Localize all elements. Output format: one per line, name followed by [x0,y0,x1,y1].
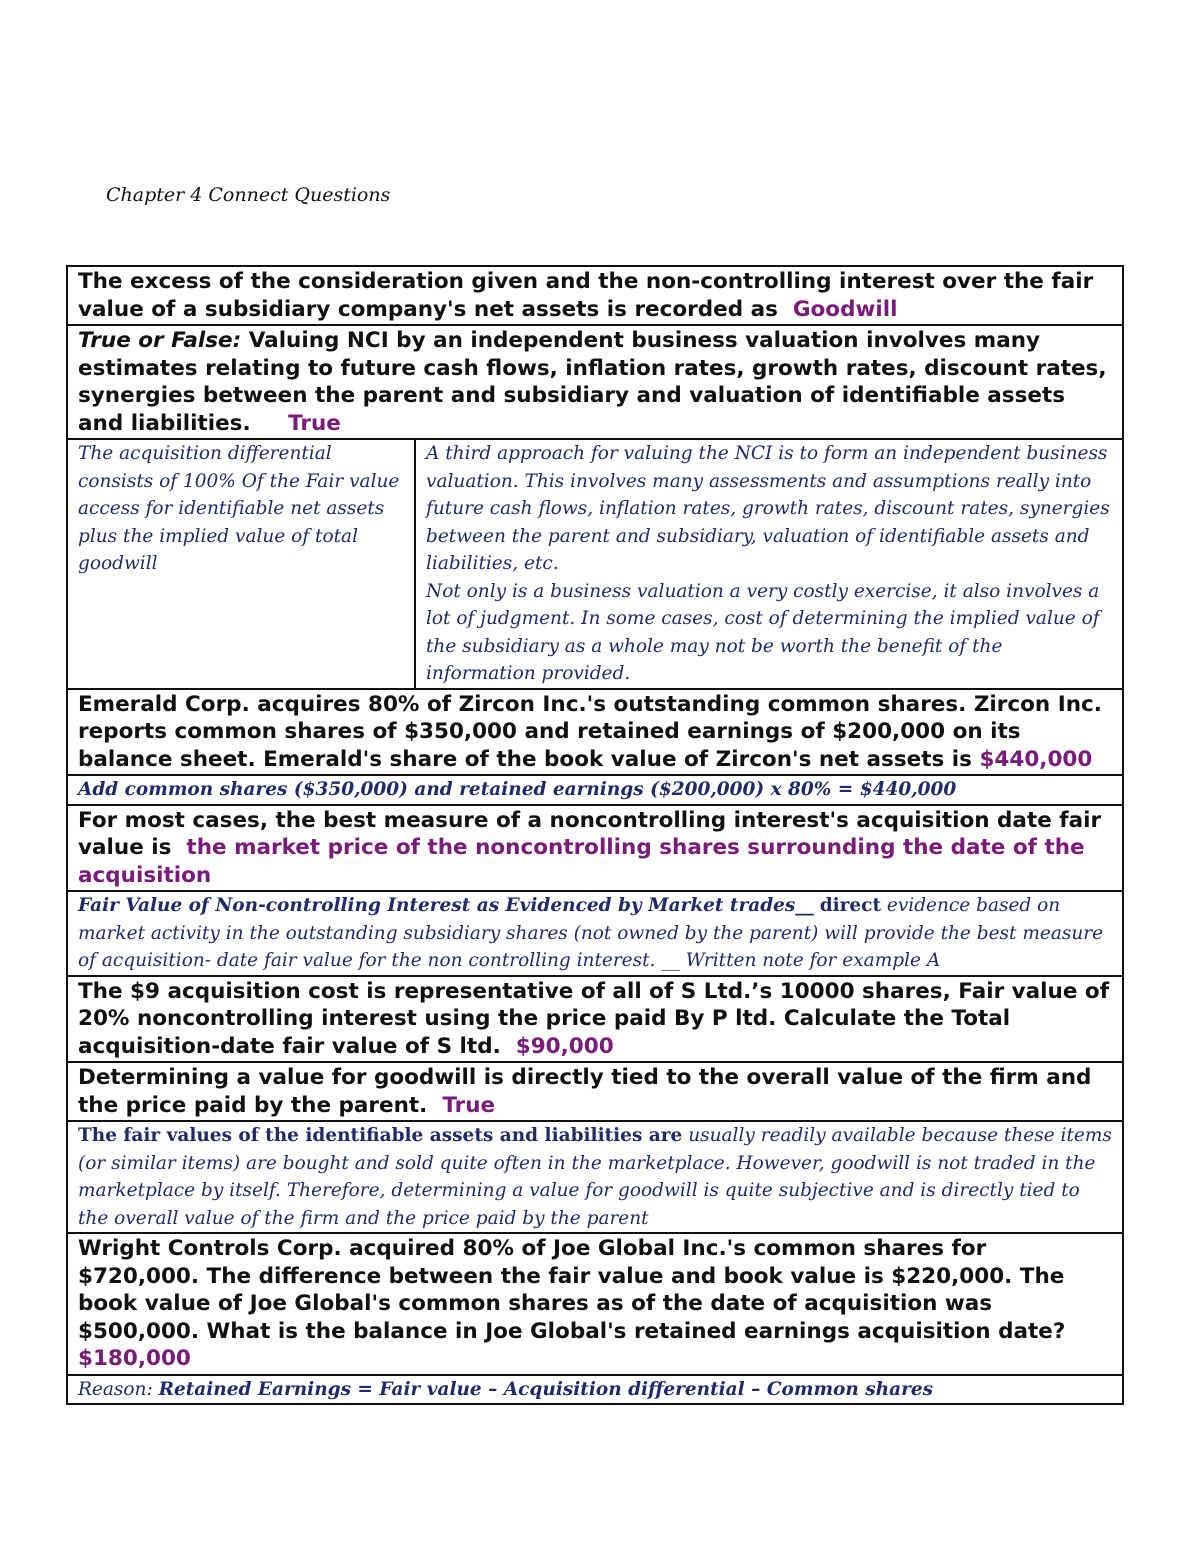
question-row-6 [68,1061,1122,1120]
question-2 [68,326,1122,438]
note-6 [68,1122,1122,1232]
question-1 [68,267,1122,324]
note-6-text: usually readily available because these items (or similar items) are bought and sold quite often in the marketplace. However, goodwill is not traded in the marketplace by itself. Therefore, determining a value for goodwill is quite subjective and is directly tied to the overall value of the firm and the price paid by the parent [78,1125,1112,1229]
note-row-6 [68,1120,1122,1232]
note-7-label: Reason: [78,1378,153,1400]
note-acquisition-differential: The acquisition differential consists of 100% Of the Fair value access for identifiable net assets plus the implied value of total goodwill [68,440,416,688]
question-table [66,265,1124,1405]
note-third-approach [416,440,1122,688]
note-row-4 [68,890,1122,975]
question-3 [68,690,1122,775]
question-4-text: For most cases, the best measure of a noncontrolling interest's acquisition date fair value is [78,807,1102,860]
question-7 [68,1234,1122,1374]
question-2-answer: True [288,410,341,436]
question-row-2 [68,324,1122,438]
question-4 [68,806,1122,891]
note-row-7 [68,1374,1122,1404]
note-row-3 [68,774,1122,804]
question-row-1 [68,267,1122,324]
question-row-5 [68,975,1122,1062]
note-3 [68,776,1122,804]
question-6-answer: True [442,1092,496,1118]
note-4-bold: direct [819,895,881,916]
question-3-text: Emerald Corp. acquires 80% of Zircon Inc.'s outstanding common shares. Zircon Inc. reports common shares of $350,000 and retained earnings of $200,000 on its balance sheet. Emerald's share of the book value of Zircon's net assets is [78,691,1102,772]
question-7-text: Wright Controls Corp. acquired 80% of Joe Global Inc.'s common shares for $720,000. The difference between the fair value and book value is $220,000. The book value of Joe Global's common shares as of the date of acquisition was $500,000. What is the balance in Joe Global's retained earnings acquisition date? [78,1236,1066,1344]
question-1-text: The excess of the consideration given and the non-controlling interest over the fair value of a subsidiary company's net assets is recorded as [78,269,1094,322]
question-5 [68,977,1122,1062]
question-2-text: Valuing NCI by an independent business valuation involves many estimates relating to future cash flows, inflation rates, growth rates, discount rates, synergies between the parent and subsidiary and valuation of identifiable assets and liabilities. [78,328,1107,436]
question-row-3 [68,688,1122,775]
question-5-answer: $90,000 [515,1033,614,1059]
question-6-text: Determining a value for goodwill is directly tied to the overall value of the firm and the price paid by the parent. [78,1065,1092,1118]
question-4-answer: the market price of the noncontrolling shares surrounding the date of the acquisition [78,835,1085,888]
note-3-text: Add common shares ($350,000) and retained earnings ($200,000) x 80% = $440,000 [78,779,957,800]
question-1-answer: Goodwill [792,296,898,322]
note-6-bold: The fair values of the identifiable assets and liabilities are [78,1125,683,1146]
question-7-answer: $180,000 [78,1346,191,1371]
note-4-bold-italic: Fair Value of Non-controlling Interest as Evidenced by Market trades__ [78,895,814,916]
question-3-answer: $440,000 [979,746,1093,772]
note-4 [68,892,1122,975]
notes-split-row [68,438,1122,688]
page-title: Chapter 4 Connect Questions [106,184,391,206]
note-third-approach-p1: A third approach for valuing the NCI is to form an independent business valuation. This involves many assessments and assumptions really into future cash flows, inflation rates, growth rates, discount rates, synergies between the parent and subsidiary, valuation of identifiable assets and liabilities, etc. [426,443,1110,574]
note-7 [68,1376,1122,1404]
question-row-4 [68,804,1122,891]
question-5-text: The $9 acquisition cost is representative of all of S Ltd.’s 10000 shares, Fair value of 20% noncontrolling interest using the price paid By P ltd. Calculate the Total acquisition-date fair value of S ltd. [78,978,1110,1059]
question-2-lead: True or False: [78,328,242,353]
note-7-text: Retained Earnings = Fair value – Acquisition differential – Common shares [158,1378,934,1400]
question-6 [68,1063,1122,1120]
note-4-text: evidence based on market activity in the outstanding subsidiary shares (not owned by the parent) will provide the best measure of acquisition- date fair value for the non controlling interest. __ Written note for example A [78,895,1104,971]
question-row-7 [68,1232,1122,1374]
note-third-approach-p2: Not only is a business valuation a very costly exercise, it also involves a lot of judgment. In some cases, cost of determining the implied value of the subsidiary as a whole may not be worth the benefit of the information provided. [426,580,1100,684]
